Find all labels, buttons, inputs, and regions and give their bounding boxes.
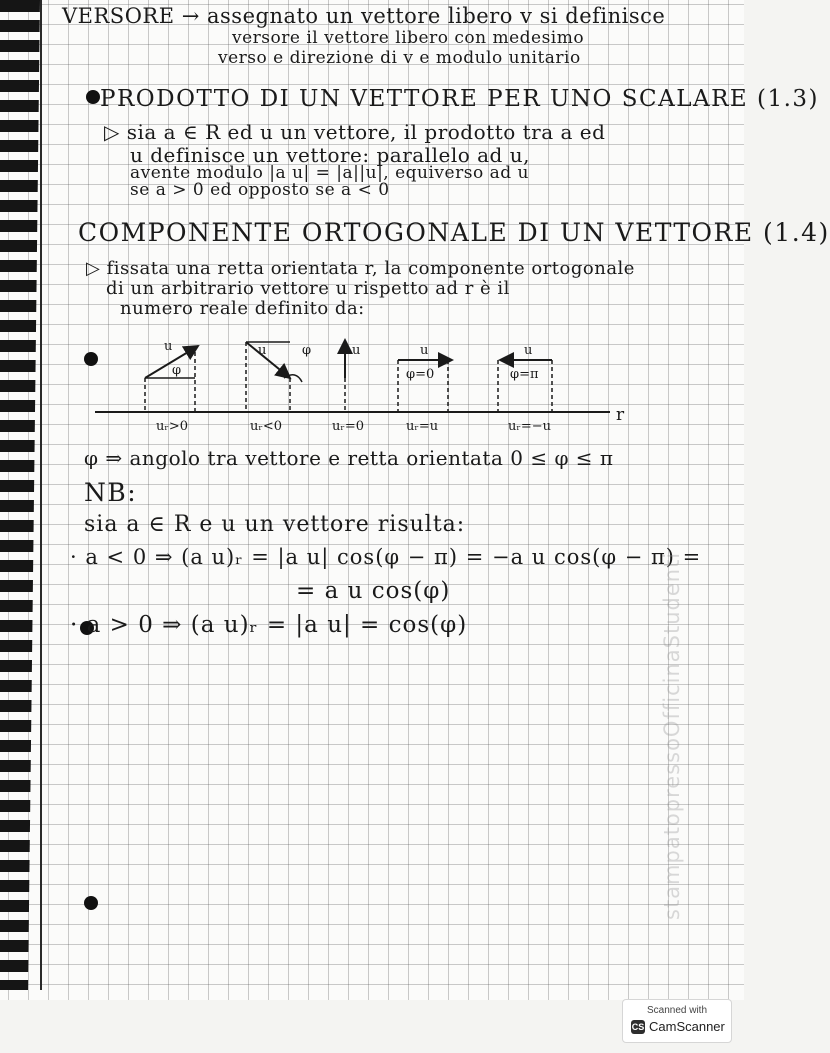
prodotto-line-3: avente modulo |a u| = |a||u|, equiverso ad u [130,163,529,183]
vector-u-label: u [258,343,267,358]
componente-line-3: numero reale definito da: [120,298,365,319]
angle-arc [284,375,302,382]
bullet [86,90,100,104]
page-margin-edge [40,0,42,990]
versore-line-3: verso e direzione di v e modulo unitario [218,48,581,68]
watermark: stampatopressoOfficinaStudenti [660,551,684,920]
axis-r-label: r [616,405,625,425]
bullet [84,896,98,910]
componente-line-2: di un arbitrario vettore u rispetto ad r è il [106,278,510,299]
vector-u-arrow [246,342,290,378]
prodotto-line-1: ▷ sia a ∈ R ed u un vettore, il prodotto tra a ed [104,120,606,144]
prodotto-line-4: se a > 0 ed opposto se a < 0 [130,180,390,200]
component-label: uᵣ>0 [156,419,189,434]
prodotto-line-2: u definisce un vettore: parallelo ad u, [130,143,530,167]
section-title-prodotto: PRODOTTO DI UN VETTORE PER UNO SCALARE (1.3) [100,86,820,112]
versore-line-2: versore il vettore libero con medesimo [232,28,585,48]
angle-definition: φ ⇒ angolo tra vettore e retta orientata 0 ≤ φ ≤ π [84,446,614,470]
phi-label: φ [172,363,182,378]
scanner-caption: Scanned with [646,1005,708,1016]
equation-a-negative: · a < 0 ⇒ (a u)ᵣ = |a u| cos(φ − π) = −a u cos(φ − π) = [70,545,702,569]
scanner-name: CamScanner [649,1019,725,1034]
component-label: uᵣ=0 [332,419,365,434]
vector-u-label: u [352,343,361,358]
equation-a-positive: · a > 0 ⇒ (a u)ᵣ = |a u| = cos(φ) [70,612,468,638]
phi-zero-label: φ=0 [406,367,435,382]
component-diagram [90,330,650,440]
camscanner-logo-icon: CS [631,1022,645,1032]
vector-u-label: u [524,343,533,358]
nb-label: NB: [84,478,138,507]
component-label: uᵣ=u [406,419,439,434]
nb-statement: sia a ∈ R e u un vettore risulta: [84,512,466,537]
camscanner-badge [622,999,732,1043]
componente-line-1: ▷ fissata una retta orientata r, la componente ortogonale [86,258,635,279]
versore-line-1: VERSORE → assegnato un vettore libero v si definisce [62,4,666,28]
section-title-componente: COMPONENTE ORTOGONALE DI UN VETTORE (1.4) [78,218,830,247]
component-label: uᵣ<0 [250,419,283,434]
vector-u-label: u [420,343,429,358]
equation-a-negative-result: = a u cos(φ) [296,578,451,604]
phi-pi-label: φ=π [510,367,539,382]
vector-u-label: u [164,339,173,354]
component-label: uᵣ=−u [508,419,552,434]
phi-label: φ [302,343,312,358]
